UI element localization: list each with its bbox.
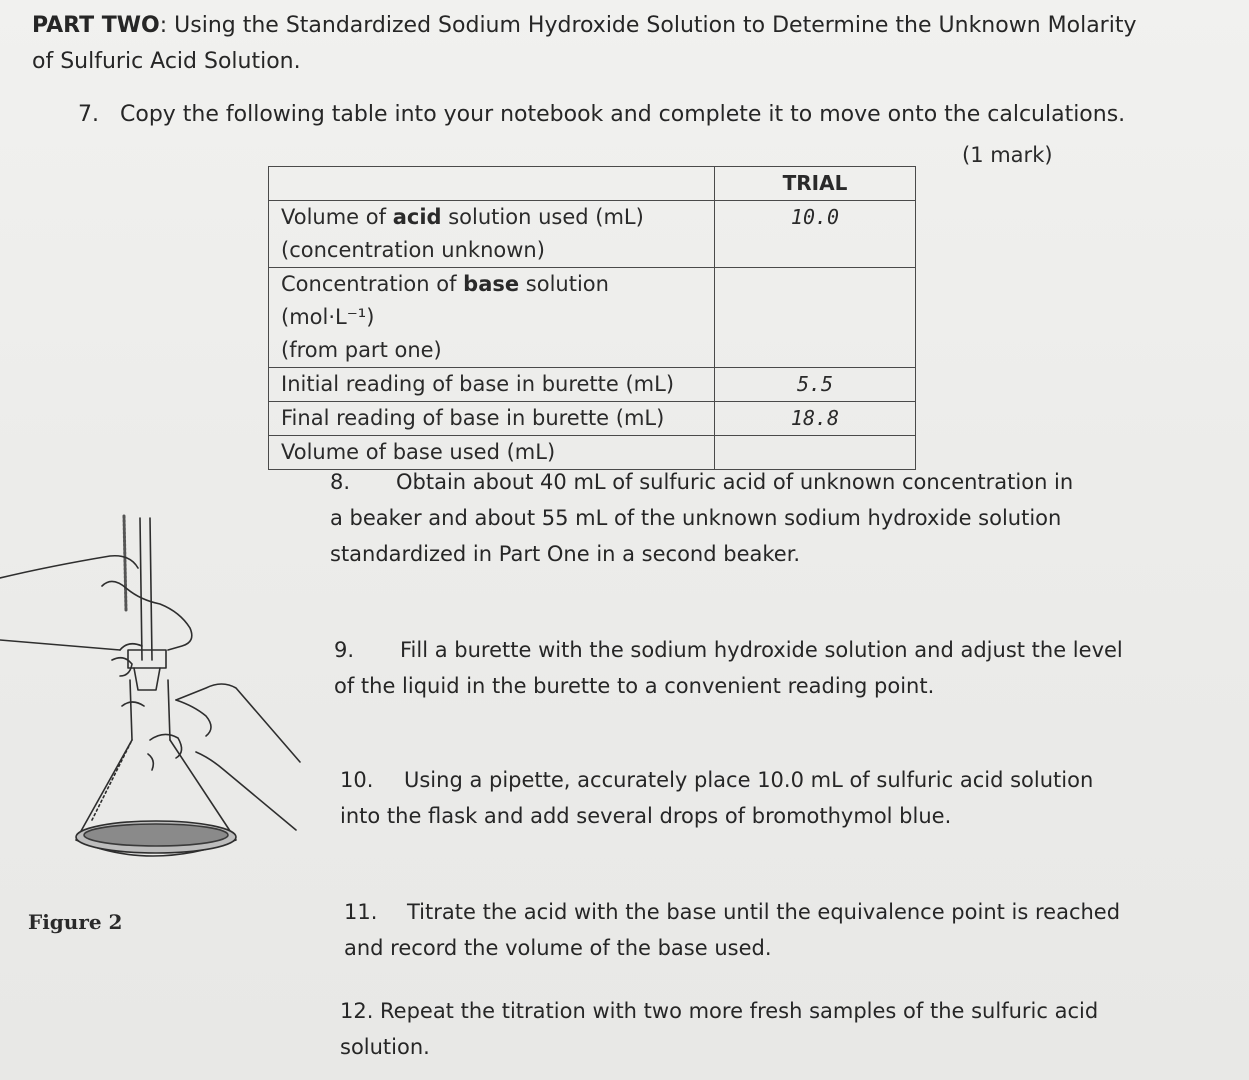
step-number: 11. <box>344 900 378 924</box>
table-row <box>269 368 916 402</box>
step-number: 8. <box>330 470 351 494</box>
section-heading <box>32 8 1152 80</box>
step-8 <box>330 464 1090 572</box>
step-11 <box>344 894 1144 966</box>
table-header-blank <box>269 167 715 201</box>
titration-flask-illustration-icon <box>0 500 310 880</box>
step-10 <box>340 762 1120 834</box>
step-number: 12. <box>340 999 374 1023</box>
table-row-label <box>269 201 715 268</box>
table-row-label <box>269 268 715 368</box>
step-number: 10. <box>340 768 374 792</box>
table-row-label: Final reading of base in burette (mL) <box>269 402 715 436</box>
step-9 <box>334 632 1134 704</box>
table-row-label: Initial reading of base in burette (mL) <box>269 368 715 402</box>
table-row-value: 5.5 <box>715 368 916 402</box>
trial-table <box>268 166 916 470</box>
heading-title: : Using the Standardized Sodium Hydroxide Solution to Determine the Unknown Molarity of Sulfuric Acid Solution. <box>32 13 1137 74</box>
table-row-value <box>715 268 916 368</box>
step-text: Obtain about 40 mL of sulfuric acid of unknown concentration in a beaker and about 55 mL of the unknown sodium hydroxide solution standardized in Part One in a second beaker. <box>330 470 1074 566</box>
label-bold: acid <box>392 205 442 229</box>
label-bold: base <box>463 272 520 296</box>
label-text: solution (mol·L⁻¹) <box>281 272 609 329</box>
question-7-text: Copy the following table into your notebook and complete it to move onto the calculations. <box>120 102 1126 127</box>
table-row <box>269 402 916 436</box>
table-row-label: Volume of base used (mL) <box>269 436 715 470</box>
label-text: Volume of <box>281 205 393 229</box>
step-number: 9. <box>334 638 355 662</box>
table-row-value: 10.0 <box>715 201 916 268</box>
table-header-trial: TRIAL <box>715 167 916 201</box>
question-7-number: 7. <box>78 102 99 127</box>
step-12 <box>340 993 1100 1065</box>
figure-label: Figure 2 <box>28 910 123 934</box>
heading-part-label: PART TWO <box>32 13 160 38</box>
label-line2: (concentration unknown) <box>281 238 545 262</box>
step-text: Using a pipette, accurately place 10.0 mL of sulfuric acid solution into the flask and add several drops of bromothymol blue. <box>340 768 1094 828</box>
step-text: Fill a burette with the sodium hydroxide solution and adjust the level of the liquid in the burette to a convenient reading point. <box>334 638 1123 698</box>
table-header-row <box>269 167 916 201</box>
label-line2: (from part one) <box>281 338 442 362</box>
label-text: Concentration of <box>281 272 464 296</box>
question-7 <box>78 100 1125 130</box>
table-row <box>269 201 916 268</box>
step-text: Repeat the titration with two more fresh samples of the sulfuric acid solution. <box>340 999 1099 1059</box>
table-row-value: 18.8 <box>715 402 916 436</box>
table-row <box>269 268 916 368</box>
question-7-mark: (1 mark) <box>962 143 1053 167</box>
step-text: Titrate the acid with the base until the equivalence point is reached and record the volume of the base used. <box>344 900 1121 960</box>
label-text: solution used (mL) <box>441 205 644 229</box>
